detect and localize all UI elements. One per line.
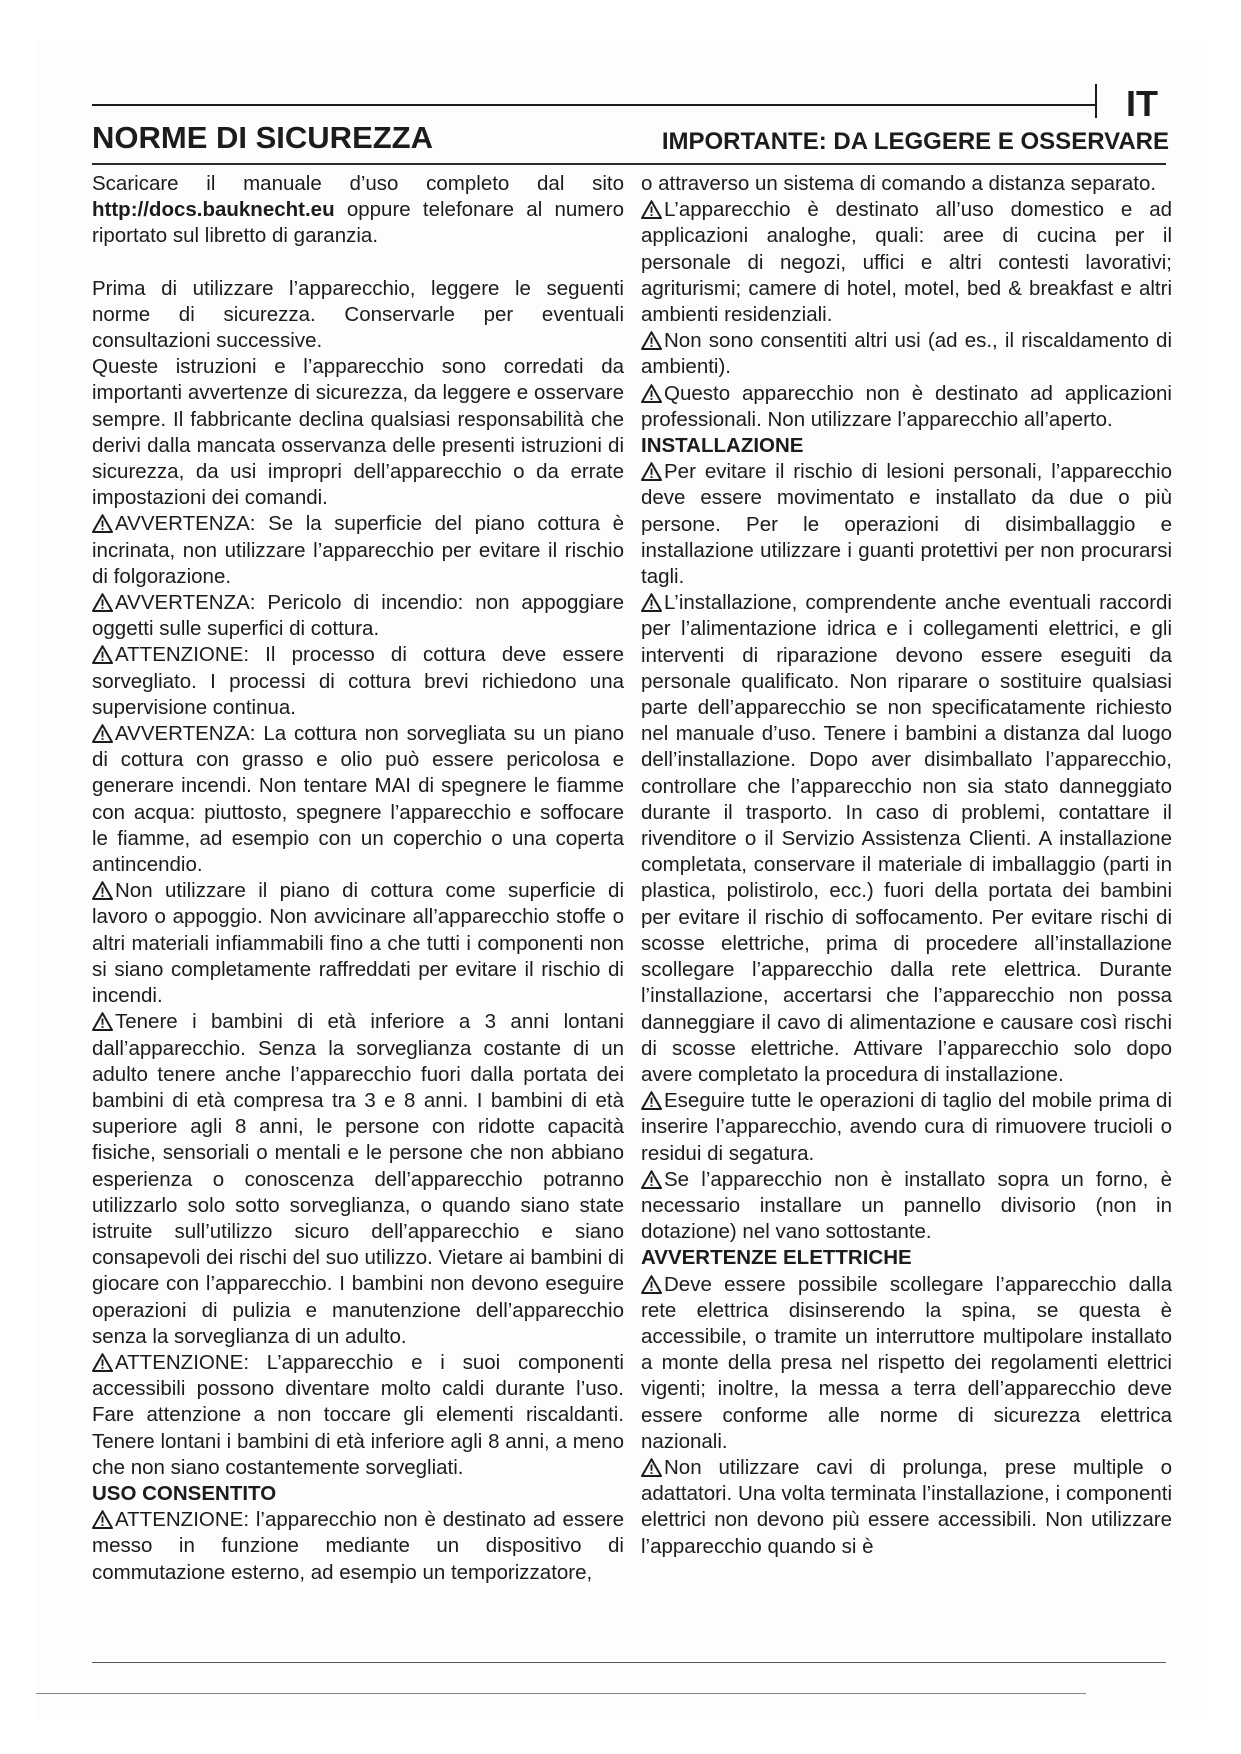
warning-triangle-icon [92, 1353, 113, 1372]
language-code: IT [1126, 83, 1158, 124]
warning-domestic-use: L’apparecchio è destinato all’uso domestico e ad applicazioni analoghe, quali: aree di cucina per il personale di negozi, uffici e altri contesti lavorativi; agriturismi; camere di hotel, motel, bed & breakfast e altri ambienti residenziali. [641, 198, 1172, 327]
manufacturer-disclaimer-paragraph: Queste istruzioni e l’apparecchio sono corredati da importanti avvertenze di sicurezza, da leggere e osservare sempre. Il fabbricante declina qualsiasi responsabilità che derivi dalla mancata osservanza delle presenti istruzioni di sicurezza, da usi impropri dell’apparecchio o da errate impostazioni dei comandi. [92, 355, 624, 510]
warning-triangle-icon [641, 200, 662, 219]
warning-qualified-installation: L’installazione, comprendente anche eventuali raccordi per l’alimentazione idrica e i collegamenti elettrici, e gli interventi di riparazione devono essere eseguiti da personale qualificato. Non riparare o sostituire qualsiasi parte dell’apparecchio se non specificatamente richiesto nel manuale d’uso. Tenere i bambini a distanza dal luogo dell’installazione. Dopo aver disimballato l’apparecchio, controllare che l’apparecchio non sia stato danneggiato durante il trasporto. In caso di problemi, contattare il rivenditore o il Servizio Assistenza Clienti. A installazione completata, conservare il materiale di imballaggio (parti in plastica, polistirolo, ecc.) fuori della portata dei bambini per evitare il rischio di soffocamento. Per evitare rischi di scosse elettriche, prima di procedere all’installazione scollegare l’apparecchio dalla rete elettrica. Durante l’installazione, accertarsi che l’apparecchio non possa danneggiare il cavo di alimentazione e causare così rischi di scosse elettriche. Attivare l’apparecchio solo dopo avere completato la procedura di installazione. [641, 591, 1172, 1086]
warning-supervise-cooking: ATTENZIONE: Il processo di cottura deve essere sorvegliato. I processi di cottura brevi richiedono una supervisione continua. [92, 643, 624, 719]
warning-no-other-uses: Non sono consentiti altri usi (ad es., il riscaldamento di ambienti). [641, 329, 1172, 379]
page-subtitle: IMPORTANTE: DA LEGGERE E OSSERVARE [661, 128, 1169, 155]
warning-hot-components: ATTENZIONE: L’apparecchio e i suoi componenti accessibili possono diventare molto caldi durante l’uso. Fare attenzione a non toccare gli elementi riscaldanti. Tenere lontani i bambini di età inferiore agli 8 anni, a meno che non siano costantemente sorvegliati. [92, 1350, 624, 1479]
header-vertical-rule [1095, 84, 1097, 118]
warning-triangle-icon [92, 593, 113, 612]
read-instructions-paragraph: Prima di utilizzare l’apparecchio, leggere le seguenti norme di sicurezza. Conservarle per eventuali consultazioni successive. [92, 276, 624, 353]
warning-triangle-icon [92, 645, 113, 664]
paragraph-gap [92, 250, 624, 276]
warning-triangle-icon [641, 593, 662, 612]
section-heading-uso-consentito: USO CONSENTITO [92, 1481, 277, 1505]
warning-grease-fire: AVVERTENZA: La cottura non sorvegliata su un piano di cottura con grasso e olio può essere pericolosa e generare incendi. Non tentare MAI di spegnere le fiamme con acqua: piuttosto, spegnere l’apparecchio e soffocare le fiamme, ad esempio con un coperchio o una coperta antincendio. [92, 722, 624, 877]
warning-cutting-operations: Eseguire tutte le operazioni di taglio del mobile prima di inserire l’apparecchio, avendo cura di rimuovere trucioli o residui di segatura. [641, 1089, 1172, 1165]
warning-children: Tenere i bambini di età inferiore a 3 anni lontani dall’apparecchio. Senza la sorveglianza costante di un adulto tenere anche l’apparecchio fuori dalla portata dei bambini di età compresa tra 3 e 8 anni. I bambini di età superiore agli 8 anni, le persone con ridotte capacità fisiche, sensoriali o mentali e le persone che non abbiano esperienza o conoscenza dell’apparecchio potranno utilizzarlo solo sotto sorveglianza, o quando siano state istruite sull’utilizzo sicuro dell’apparecchio e siano consapevoli dei rischi del suo utilizzo. Vietare ai bambini di giocare con l’apparecchio. I bambini non devono eseguire operazioni di pulizia e manutenzione dell’apparecchio senza la sorveglianza di un adulto. [92, 1010, 624, 1348]
warning-divider-panel: Se l’apparecchio non è installato sopra un forno, è necessario installare un pannello divisorio (non in dotazione) nel vano sottostante. [641, 1167, 1172, 1244]
warning-triangle-icon [92, 1510, 113, 1529]
header-top-rule [92, 104, 1096, 106]
warning-triangle-icon [92, 1012, 113, 1031]
continued-paragraph: o attraverso un sistema di comando a distanza separato. [641, 172, 1157, 195]
footer-rule [36, 1693, 1086, 1694]
warning-triangle-icon [92, 514, 113, 533]
section-heading-avvertenze-elettriche: AVVERTENZE ELETTRICHE [641, 1246, 912, 1270]
header-bottom-rule [92, 163, 1166, 165]
section-heading-installazione: INSTALLAZIONE [641, 434, 804, 458]
warning-triangle-icon [641, 1275, 662, 1294]
warning-triangle-icon [641, 1091, 662, 1110]
warning-triangle-icon [641, 1458, 662, 1477]
left-column [92, 171, 624, 1651]
warning-fire-hazard: AVVERTENZA: Pericolo di incendio: non appoggiare oggetti sulle superfici di cottura. [92, 591, 624, 641]
docs-link[interactable]: http://docs.bauknecht.eu [92, 198, 335, 222]
page-title: NORME DI SICUREZZA [92, 120, 433, 155]
warning-external-switch: ATTENZIONE: l’apparecchio non è destinato ad essere messo in funzione mediante un dispositivo di commutazione esterno, ad esempio un temporizzatore, [92, 1508, 624, 1584]
warning-triangle-icon [641, 462, 662, 481]
warning-triangle-icon [92, 881, 113, 900]
intro-paragraph: Scaricare il manuale d’uso completo dal sito http://docs.bauknecht.eu oppure telefonare al numero riportato sul libretto di garanzia. [92, 172, 624, 248]
warning-work-surface: Non utilizzare il piano di cottura come superficie di lavoro o appoggio. Non avvicinare all’apparecchio stoffe o altri materiali infiammabili fino a che tutti i componenti non si siano completamente raffreddati per evitare il rischio di incendi. [92, 879, 624, 1008]
warning-cracked-surface: AVVERTENZA: Se la superficie del piano cottura è incrinata, non utilizzare l’apparecchio per evitare il rischio di folgorazione. [92, 512, 624, 588]
warning-two-persons: Per evitare il rischio di lesioni personali, l’apparecchio deve essere movimentato e installato da due o più persone. Per le operazioni di disimballaggio e installazione utilizzare i guanti protettivi per non procurarsi tagli. [641, 460, 1172, 589]
warning-not-professional: Questo apparecchio non è destinato ad applicazioni professionali. Non utilizzare l’apparecchio all’aperto. [641, 381, 1172, 431]
warning-no-extension-cables: Non utilizzare cavi di prolunga, prese multiple o adattatori. Una volta terminata l’installazione, i componenti elettrici non devono più essere accessibili. Non utilizzare l’apparecchio quando si è [641, 1455, 1172, 1558]
warning-triangle-icon [641, 1170, 662, 1189]
warning-triangle-icon [641, 331, 662, 350]
warning-triangle-icon [641, 384, 662, 403]
content-bottom-rule [92, 1662, 1166, 1663]
right-column [641, 171, 1172, 1651]
warning-triangle-icon [92, 724, 113, 743]
warning-disconnect-power: Deve essere possibile scollegare l’apparecchio dalla rete elettrica disinserendo la spina, se questa è accessibile, o tramite un interruttore multipolare installato a monte della presa nel rispetto dei regolamenti elettrici vigenti; inoltre, la messa a terra dell’apparecchio deve essere conforme alle norme di sicurezza elettrica nazionali. [641, 1272, 1172, 1453]
